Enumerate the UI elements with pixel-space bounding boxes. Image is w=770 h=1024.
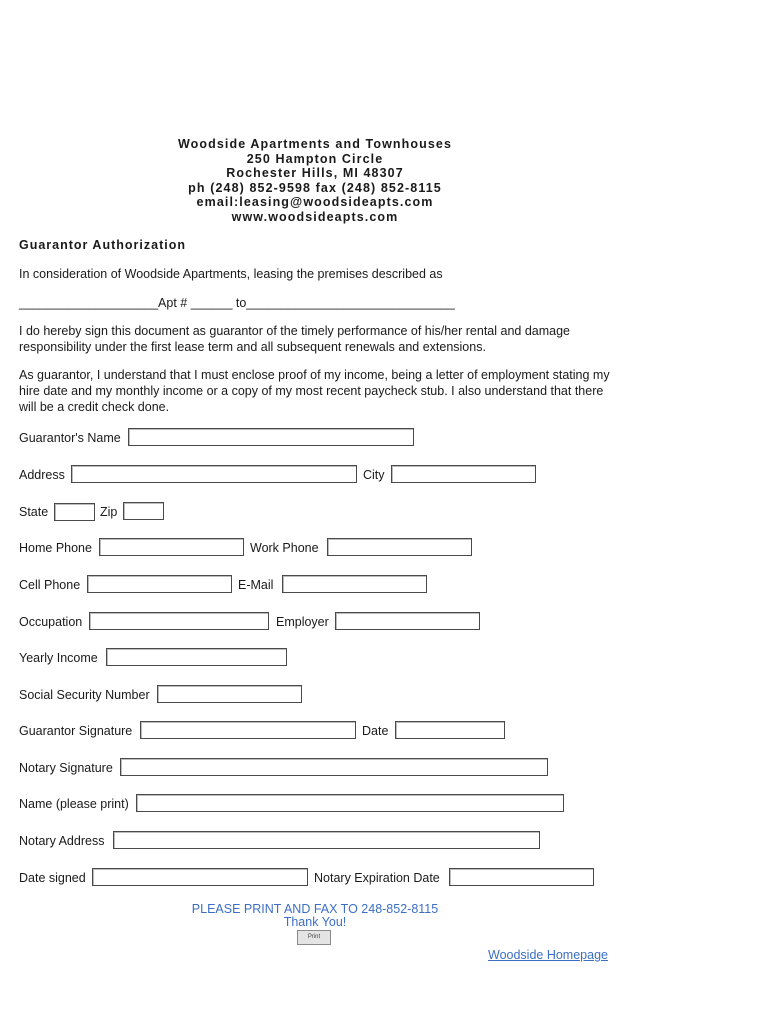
zip-input[interactable] [123, 502, 164, 520]
date-label: Date [362, 724, 389, 738]
home-phone-input[interactable] [99, 538, 244, 556]
home-phone-label: Home Phone [19, 541, 92, 555]
notary-signature-input[interactable] [120, 758, 548, 776]
zip-label: Zip [100, 505, 118, 519]
state-label: State [19, 505, 49, 519]
work-phone-input[interactable] [327, 538, 472, 556]
website: www.woodsideapts.com [231, 209, 399, 224]
state-input[interactable] [54, 503, 95, 521]
notary-expiration-input[interactable] [449, 868, 594, 886]
city-label: City [363, 468, 385, 482]
notary-expiration-label: Notary Expiration Date [314, 871, 440, 885]
city-input[interactable] [391, 465, 536, 483]
guarantor-name-label: Guarantor's Name [19, 431, 121, 445]
city-state-zip: Rochester Hills, MI 48307 [226, 166, 404, 181]
intro-text: In consideration of Woodside Apartments, leasing the premises described as [19, 267, 443, 281]
notary-address-input[interactable] [113, 831, 540, 849]
address-input[interactable] [71, 465, 357, 483]
name-print-label: Name (please print) [19, 797, 129, 811]
thank-you-text: Thank You! [283, 915, 347, 929]
email-address: email:leasing@woodsideapts.com [196, 195, 434, 210]
print-button[interactable]: Print [297, 930, 331, 945]
name-print-input[interactable] [136, 794, 564, 812]
cell-phone-input[interactable] [87, 575, 232, 593]
address-label: Address [19, 468, 65, 482]
income-proof-paragraph: As guarantor, I understand that I must enclose proof of my income, being a letter of employment stating my hire date and my monthly income or a copy of my most recent paycheck stub. I also understand that there will be a credit check done. [19, 368, 610, 414]
guarantor-name-input[interactable] [128, 428, 414, 446]
company-name: Woodside Apartments and Townhouses [178, 137, 452, 151]
yearly-income-input[interactable] [106, 648, 287, 666]
work-phone-label: Work Phone [250, 541, 319, 555]
employer-label: Employer [276, 615, 329, 629]
ssn-input[interactable] [157, 685, 302, 703]
woodside-homepage-link[interactable]: Woodside Homepage [488, 948, 608, 962]
date-signed-label: Date signed [19, 871, 86, 885]
ssn-label: Social Security Number [19, 688, 150, 702]
email-input[interactable] [282, 575, 427, 593]
notary-signature-label: Notary Signature [19, 761, 113, 775]
email-label: E-Mail [238, 578, 274, 592]
occupation-label: Occupation [19, 615, 83, 629]
yearly-income-label: Yearly Income [19, 651, 98, 665]
guarantor-signature-input[interactable] [140, 721, 356, 739]
date-input[interactable] [395, 721, 505, 739]
street-address: 250 Hampton Circle [246, 151, 384, 166]
notary-address-label: Notary Address [19, 834, 105, 848]
date-signed-input[interactable] [92, 868, 308, 886]
fax-instruction: PLEASE PRINT AND FAX TO 248-852-8115 [191, 902, 439, 916]
cell-phone-label: Cell Phone [19, 578, 81, 592]
employer-input[interactable] [335, 612, 480, 630]
guarantor-signature-label: Guarantor Signature [19, 724, 133, 738]
form-title: Guarantor Authorization [19, 238, 186, 252]
guarantee-paragraph: I do hereby sign this document as guarantor of the timely performance of his/her rental and damage responsibility under the first lease term and all subsequent renewals and extensions. [19, 324, 571, 354]
phone-fax: ph (248) 852-9598 fax (248) 852-8115 [188, 180, 442, 195]
occupation-input[interactable] [89, 612, 269, 630]
apt-line: ____________________Apt # ______ to______________________________ [19, 296, 455, 310]
letterhead [0, 137, 630, 225]
